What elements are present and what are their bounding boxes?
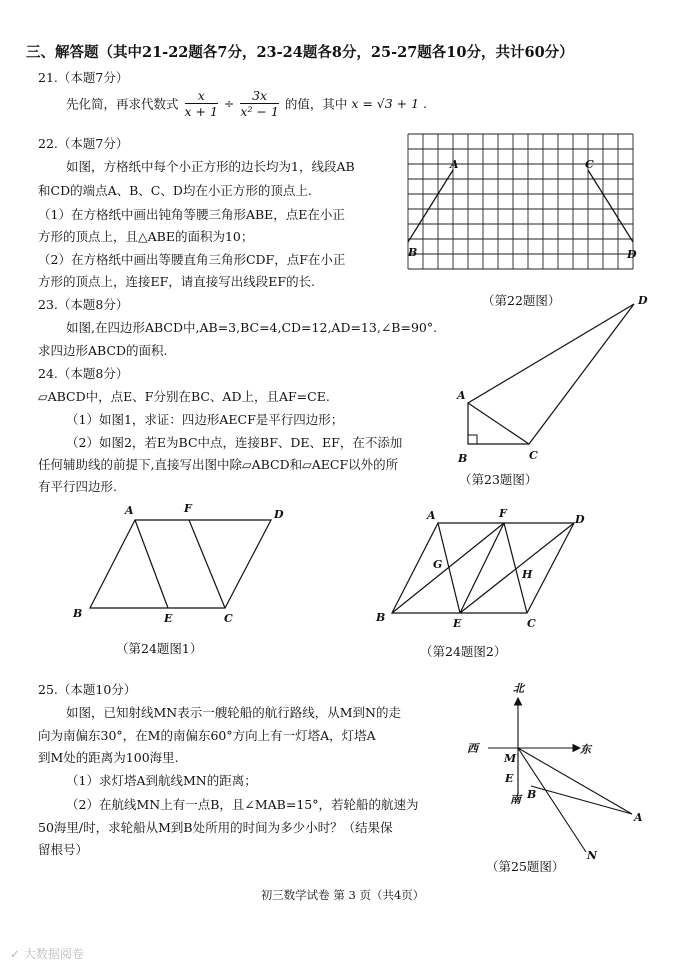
q24-fig2-label-c: C	[527, 617, 536, 630]
q24-fig1-label-c: C	[224, 612, 233, 625]
section-title: 三、解答题（其中21-22题各7分，23-24题各8分，25-27题各10分，共计60分）	[26, 44, 574, 61]
q25-label-south: 南	[510, 793, 521, 806]
watermark	[10, 945, 84, 962]
q24-fig2-label-e: E	[453, 617, 462, 630]
q24-line: 有平行四边形.	[38, 479, 117, 494]
q21-expression	[66, 88, 427, 119]
q21-frac1-den: x + 1	[184, 104, 218, 119]
q22-line: （2）在方格纸中画出等腰直角三角形CDF，点F在小正	[38, 252, 346, 267]
q24-fig2-parallelogram	[392, 523, 574, 613]
q21-fraction-2	[240, 88, 278, 119]
q24-line: （2）如图2，若E为BC中点，连接BF、DE、EF，在不添加	[66, 435, 403, 450]
q22-caption: （第22题图）	[482, 293, 561, 308]
q22-line: 和CD的端点A、B、C、D均在小正方形的顶点上.	[38, 183, 312, 198]
q25-label-m: M	[504, 752, 517, 765]
q24-header: 24.（本题8分）	[38, 366, 129, 381]
q25-label-e: E	[505, 772, 514, 785]
q25-line: 如图，已知射线MN表示一艘轮船的航行路线，从M到N的走	[66, 705, 401, 720]
q24-fig1-segment-ae	[135, 520, 168, 608]
q23-label-b: B	[458, 452, 468, 464]
q22-header: 22.（本题7分）	[38, 136, 129, 151]
q25-compass-figure	[458, 676, 658, 861]
q23-quadrilateral	[468, 304, 634, 444]
q24-line: 任何辅助线的前提下,直接写出图中除▱ABCD和▱AECF以外的所	[38, 457, 399, 472]
q24-line: （1）如图1，求证：四边形AECF是平行四边形；	[66, 412, 344, 427]
q24-fig2-label-a: A	[427, 509, 436, 522]
q22-line: 方形的顶点上，且△ABE的面积为10；	[38, 229, 254, 244]
watermark-logo-icon: ✓	[10, 947, 24, 961]
q25-line: （2）在航线MN上有一点B，且∠MAB=15°，若轮船的航速为	[66, 797, 419, 812]
q25-label-n: N	[587, 849, 598, 861]
q25-segment-ma	[518, 748, 632, 814]
q24-fig2-label-b: B	[376, 611, 386, 624]
q24-fig2-segment-ef	[460, 523, 504, 613]
q25-label-a: A	[634, 811, 643, 824]
q25-label-north: 北	[513, 682, 524, 695]
q25-line: （1）求灯塔A到航线MN的距离；	[66, 773, 257, 788]
q22-label-d: D	[627, 248, 637, 261]
q21-x-value: x = √3 + 1 .	[351, 96, 428, 111]
q22-segment-cd	[588, 170, 633, 242]
q24-fig1-label-d: D	[274, 508, 284, 521]
q24-fig2-label-f: F	[499, 507, 507, 520]
q24-fig1-label-a: A	[125, 504, 134, 517]
q23-right-angle-mark	[468, 435, 477, 444]
q25-label-east: 东	[580, 743, 591, 756]
q25-line: 向为南偏东30°，在M的南偏东60°方向上有一灯塔A，灯塔A	[38, 728, 376, 743]
q24-fig1-label-f: F	[184, 502, 192, 515]
q22-grid-figure	[398, 132, 648, 272]
q21-header: 21.（本题7分）	[38, 70, 129, 85]
q25-header: 25.（本题10分）	[38, 682, 137, 697]
q23-line: 求四边形ABCD的面积.	[38, 343, 168, 358]
q24-caption-1: （第24题图1）	[116, 641, 203, 656]
q22-segment-ab	[408, 170, 453, 242]
q25-line: 到M处的距离为100海里.	[38, 750, 179, 765]
watermark-text: 大数据阅卷	[23, 947, 84, 961]
q21-text-pre: 先化简，再求代数式	[66, 96, 179, 112]
page-footer: 初三数学试卷 第 3 页（共4页）	[260, 888, 425, 902]
q22-label-b: B	[408, 246, 418, 259]
q24-fig1-segment-fc	[189, 520, 225, 608]
q24-caption-2: （第24题图2）	[420, 644, 507, 659]
q23-figure	[452, 292, 652, 464]
q22-line: （1）在方格纸中画出钝角等腰三角形ABE，点E在小正	[38, 207, 345, 222]
q24-fig2-label-d: D	[575, 513, 585, 526]
q23-header: 23.（本题8分）	[38, 297, 129, 312]
q23-label-d: D	[638, 294, 648, 307]
q25-label-b: B	[527, 788, 537, 801]
q22-line: 方形的顶点上，连接EF，请直接写出线段EF的长.	[38, 274, 316, 289]
q21-div-sign: ÷	[223, 96, 235, 111]
q24-fig2-segment-bf	[392, 523, 504, 613]
q24-line: ▱ABCD中，点E、F分别在BC、AD上，且AF=CE.	[38, 389, 330, 404]
q24-fig2-label-g: G	[433, 558, 443, 571]
q25-label-west: 西	[467, 742, 478, 755]
q24-fig1-label-e: E	[164, 612, 173, 625]
q23-label-a: A	[457, 389, 466, 402]
q21-text-mid: 的值，其中	[284, 96, 348, 112]
q25-caption: （第25题图）	[486, 859, 565, 874]
q22-grid-lines	[408, 134, 633, 269]
q24-fig2-label-h: H	[522, 568, 533, 581]
q24-figure-2	[370, 503, 595, 638]
q24-fig1-parallelogram	[90, 520, 271, 608]
q21-fraction-1	[185, 88, 218, 119]
q24-fig2-segment-de	[460, 523, 574, 613]
q23-label-c: C	[529, 449, 538, 462]
q22-line: 如图，方格纸中每个小正方形的边长均为1，线段AB	[66, 159, 355, 174]
q25-line: 50海里/时，求轮船从M到B处所用的时间为多少小时？（结果保	[38, 820, 393, 835]
q22-label-a: A	[450, 158, 459, 171]
q23-caption: （第23题图）	[459, 472, 538, 487]
q24-fig1-label-b: B	[73, 607, 83, 620]
q25-line: 留根号）	[38, 842, 89, 857]
q21-frac1-num: x	[185, 88, 218, 104]
q21-frac2-num: 3x	[240, 88, 278, 104]
q24-figure-1	[65, 498, 290, 628]
q23-line: 如图,在四边形ABCD中,AB=3,BC=4,CD=12,AD=13,∠B=90°.	[66, 320, 438, 335]
q21-frac2-den: x² − 1	[240, 104, 279, 119]
q22-label-c: C	[585, 158, 594, 171]
q25-segment-ab	[531, 786, 632, 814]
